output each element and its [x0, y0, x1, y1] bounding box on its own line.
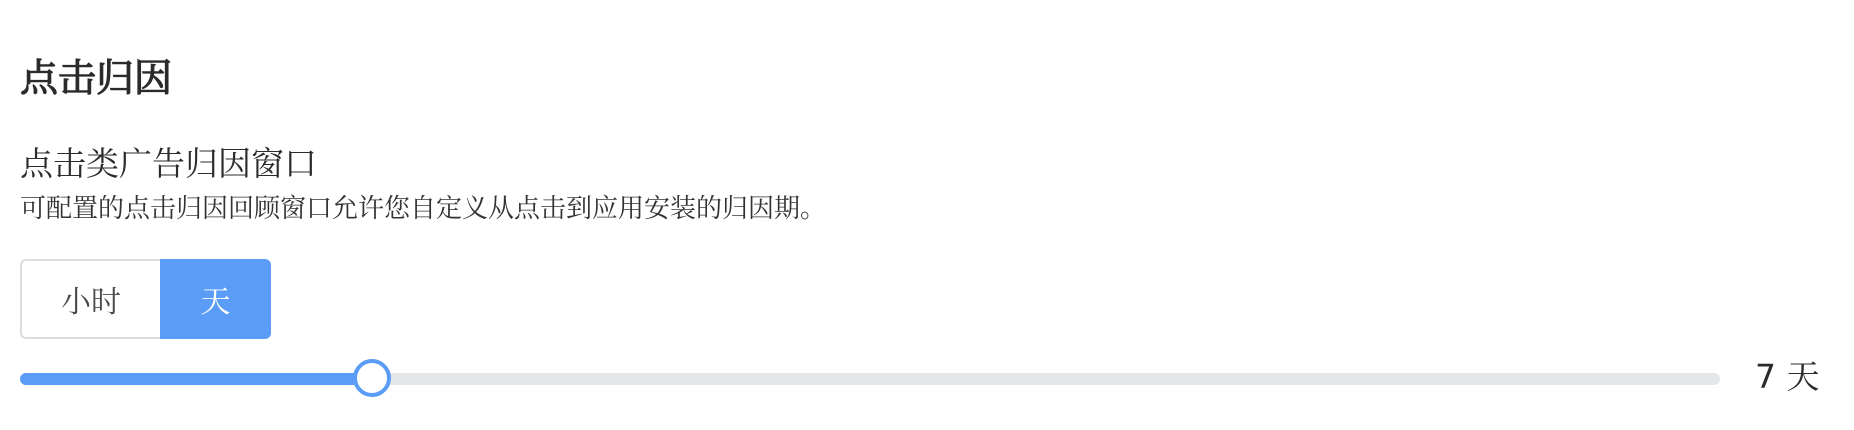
click-attribution-window-description: 可配置的点击归因回顾窗口允许您自定义从点击到应用安装的归因期。 [20, 194, 827, 224]
time-unit-toggle [20, 259, 271, 339]
section-title: 点击归因 [20, 56, 173, 100]
attribution-window-slider[interactable] [20, 358, 1720, 398]
unit-days-button[interactable]: 天 [160, 259, 271, 339]
unit-hours-button[interactable]: 小时 [20, 259, 160, 339]
slider-value-label: 7 天 [1755, 357, 1820, 396]
slider-handle[interactable] [353, 359, 391, 397]
slider-fill [20, 373, 372, 385]
click-attribution-window-label: 点击类广告归因窗口 [20, 144, 317, 183]
